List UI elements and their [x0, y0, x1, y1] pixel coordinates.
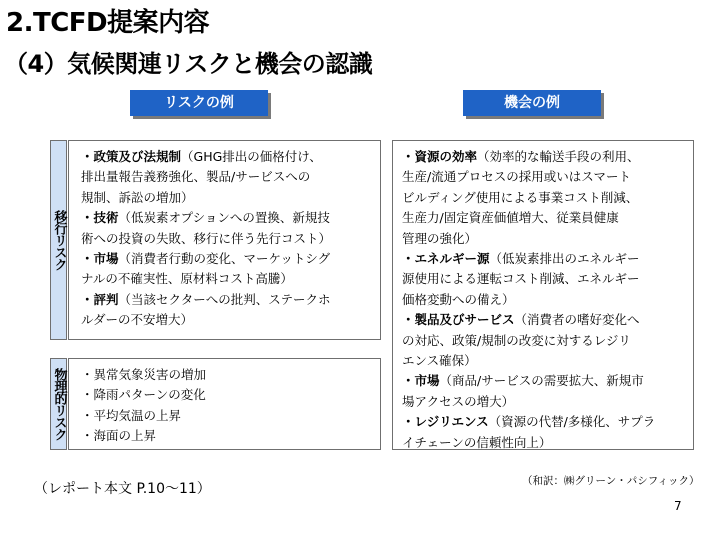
physical-risk-label-text: 物理的リスク	[51, 368, 67, 440]
slide-title: 2.TCFD提案内容	[6, 8, 210, 38]
transition-risk-line	[81, 249, 380, 269]
transition-risk-line: ルダーの不安増大）	[81, 312, 194, 328]
risk-category: ・評判	[81, 291, 119, 307]
risk-category: ・技術	[81, 210, 119, 226]
risk-examples-header: リスクの例	[130, 90, 268, 116]
opportunity-line: 生産力/固定資産価値増大、従業員健康	[402, 210, 619, 226]
transition-risk-line: 規制、訴訟の増加）	[81, 189, 194, 205]
opportunity-category: ・レジリエンス	[402, 414, 489, 430]
transition-risk-line: 術への投資の失敗、移行に伴う先行コスト）	[81, 230, 332, 246]
physical-risk-label	[50, 358, 67, 450]
opportunity-line: の対応、政策/規制の改変に対するレジリ	[402, 332, 631, 348]
opportunity-line: 源使用による運転コスト削減、エネルギー	[402, 271, 640, 287]
opportunity-detail: （低炭素排出のエネルギー	[489, 251, 640, 267]
risk-category: ・市場	[81, 251, 119, 267]
physical-risk-item: ・海面の上昇	[81, 428, 157, 444]
opportunity-line: イチェーンの信頼性向上）	[402, 434, 552, 450]
transition-risk-line: ナルの不確実性、原材料コスト高騰）	[81, 271, 293, 287]
opportunity-line: 生産/流通プロセスの採用或いはスマート	[402, 169, 631, 185]
opportunity-line: 場アクセスの増大）	[402, 393, 515, 409]
opportunity-detail: （消費者の嗜好変化へ	[514, 312, 640, 328]
opportunity-line: 管理の強化）	[402, 230, 478, 246]
physical-risk-item: ・異常気象災害の増加	[81, 367, 207, 382]
opportunity-line	[402, 249, 693, 269]
opportunity-examples-header: 機会の例	[463, 90, 601, 116]
opportunity-detail: （資源の代替/多様化、サプラ	[488, 414, 656, 430]
transition-risk-line: 排出量報告義務強化、製品/サービスへの	[81, 169, 311, 185]
page-number: 7	[674, 499, 682, 513]
physical-risk-box	[68, 358, 381, 450]
opportunity-line	[402, 412, 693, 432]
opportunity-detail: （商品/サービスの需要拡大、新規市	[439, 373, 644, 389]
opportunity-line	[402, 147, 693, 167]
opportunity-box	[392, 140, 694, 450]
transition-risk-box	[68, 140, 381, 340]
risk-detail: （GHG排出の価格付け、	[181, 149, 322, 164]
slide-subtitle: （4）気候関連リスクと機会の認識	[4, 50, 373, 78]
risk-detail: （低炭素オプションへの置換、新規技	[118, 210, 330, 226]
physical-risk-item: ・降雨パターンの変化	[81, 387, 206, 403]
opportunity-line: 価格変動への備え）	[402, 291, 515, 307]
transition-risk-label-text: 移行リスク	[51, 210, 67, 270]
risk-category: ・政策及び法規制	[81, 149, 182, 164]
opportunity-line	[402, 310, 693, 330]
opportunity-category: ・製品及びサービス	[402, 312, 515, 328]
transition-risk-line	[81, 208, 380, 228]
opportunity-detail: （効率的な輸送手段の利用、	[477, 149, 640, 164]
translation-credit: （和訳：㈱グリーン・パシフィック）	[522, 475, 700, 487]
opportunity-category: ・市場	[402, 373, 440, 389]
transition-risk-line	[81, 147, 380, 167]
report-reference: （レポート本文 P.10～11）	[34, 481, 211, 497]
risk-detail: （当該セクターへの批判、ステークホ	[118, 291, 331, 307]
physical-risk-item: ・平均気温の上昇	[81, 407, 182, 423]
opportunity-line: エンス確保）	[402, 353, 477, 369]
transition-risk-label	[50, 140, 67, 340]
opportunity-category: ・エネルギー源	[402, 251, 490, 267]
risk-detail: （消費者行動の変化、マーケットシグ	[118, 251, 331, 267]
opportunity-category: ・資源の効率	[402, 149, 478, 164]
transition-risk-line	[81, 290, 380, 310]
opportunity-line	[402, 371, 693, 391]
opportunity-line: ビルディング使用による事業コスト削減、	[402, 189, 639, 205]
